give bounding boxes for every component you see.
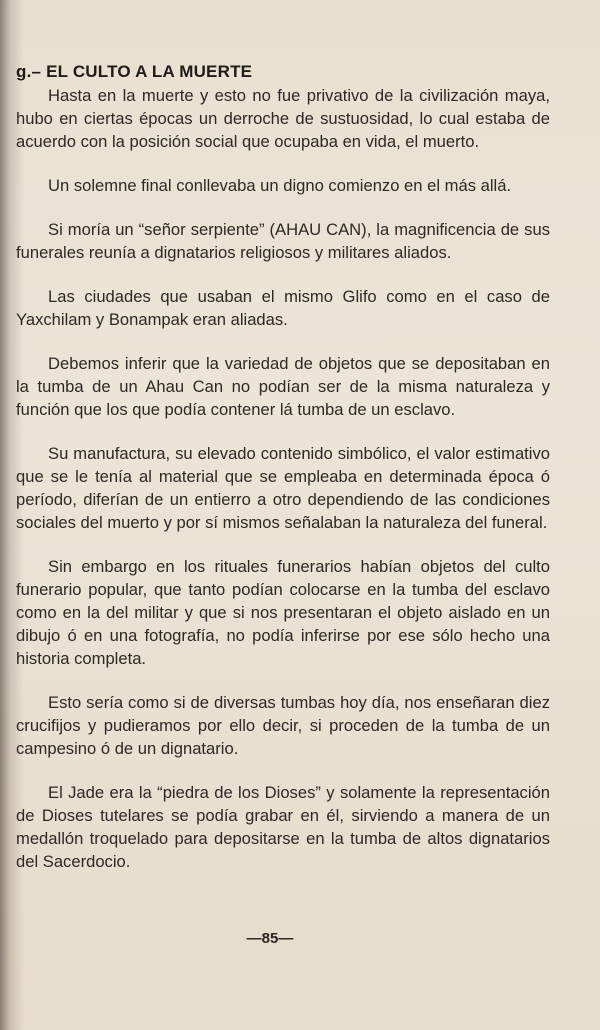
paragraph-9: El Jade era la “piedra de los Dioses” y solamente la representación de Dioses tutelares se podía grabar en él, sirviendo a manera de un medallón troquelado para depositarse en la tumba de altos dignatarios del Sacerdocio.: [16, 783, 550, 871]
paragraph-3: Si moría un “señor serpiente” (AHAU CAN), la magnificencia de sus funerales reunía a dignatarios religiosos y militares aliados.: [16, 220, 550, 262]
page-content: [16, 60, 550, 894]
paragraph-7: Sin embargo en los rituales funerarios habían objetos del culto funerario popular, que tanto podían colocarse en la tumba del esclavo como en la del militar y que si nos presentaran el objeto aislado en un dibujo ó en una fotografía, no podía inferirse por ese sólo hecho una historia completa.: [16, 557, 550, 668]
paragraph-1: Hasta en la muerte y esto no fue privativo de la civilización maya, hubo en ciertas épocas un derroche de sustuosidad, lo cual estaba de acuerdo con la posición social que ocupaba en vida, el muerto.: [16, 86, 550, 151]
paragraph-8: Esto sería como si de diversas tumbas hoy día, nos enseñaran diez crucifijos y pudieramos por ello decir, si proceden de la tumba de un campesino ó de un dignatario.: [16, 693, 550, 758]
paragraph-2: Un solemne final conllevaba un digno comienzo en el más allá.: [48, 176, 512, 195]
paragraph-5: Debemos inferir que la variedad de objetos que se depositaban en la tumba de un Ahau Can no podían ser de la misma naturaleza y función que los que podía contener lá tumba de un esclavo.: [16, 354, 550, 419]
section-heading: g.– EL CULTO A LA MUERTE: [16, 62, 253, 81]
paragraph-4: Las ciudades que usaban el mismo Glifo como en el caso de Yaxchilam y Bonampak eran aliadas.: [16, 287, 550, 329]
page-number: —85—: [246, 930, 294, 947]
paragraph-6: Su manufactura, su elevado contenido simbólico, el valor estimativo que se le tenía al material que se empleaba en determinada época ó período, diferían de un entierro a otro dependiendo de las condiciones sociales del muerto y por sí mismos señalaban la naturaleza del funeral.: [16, 444, 550, 532]
